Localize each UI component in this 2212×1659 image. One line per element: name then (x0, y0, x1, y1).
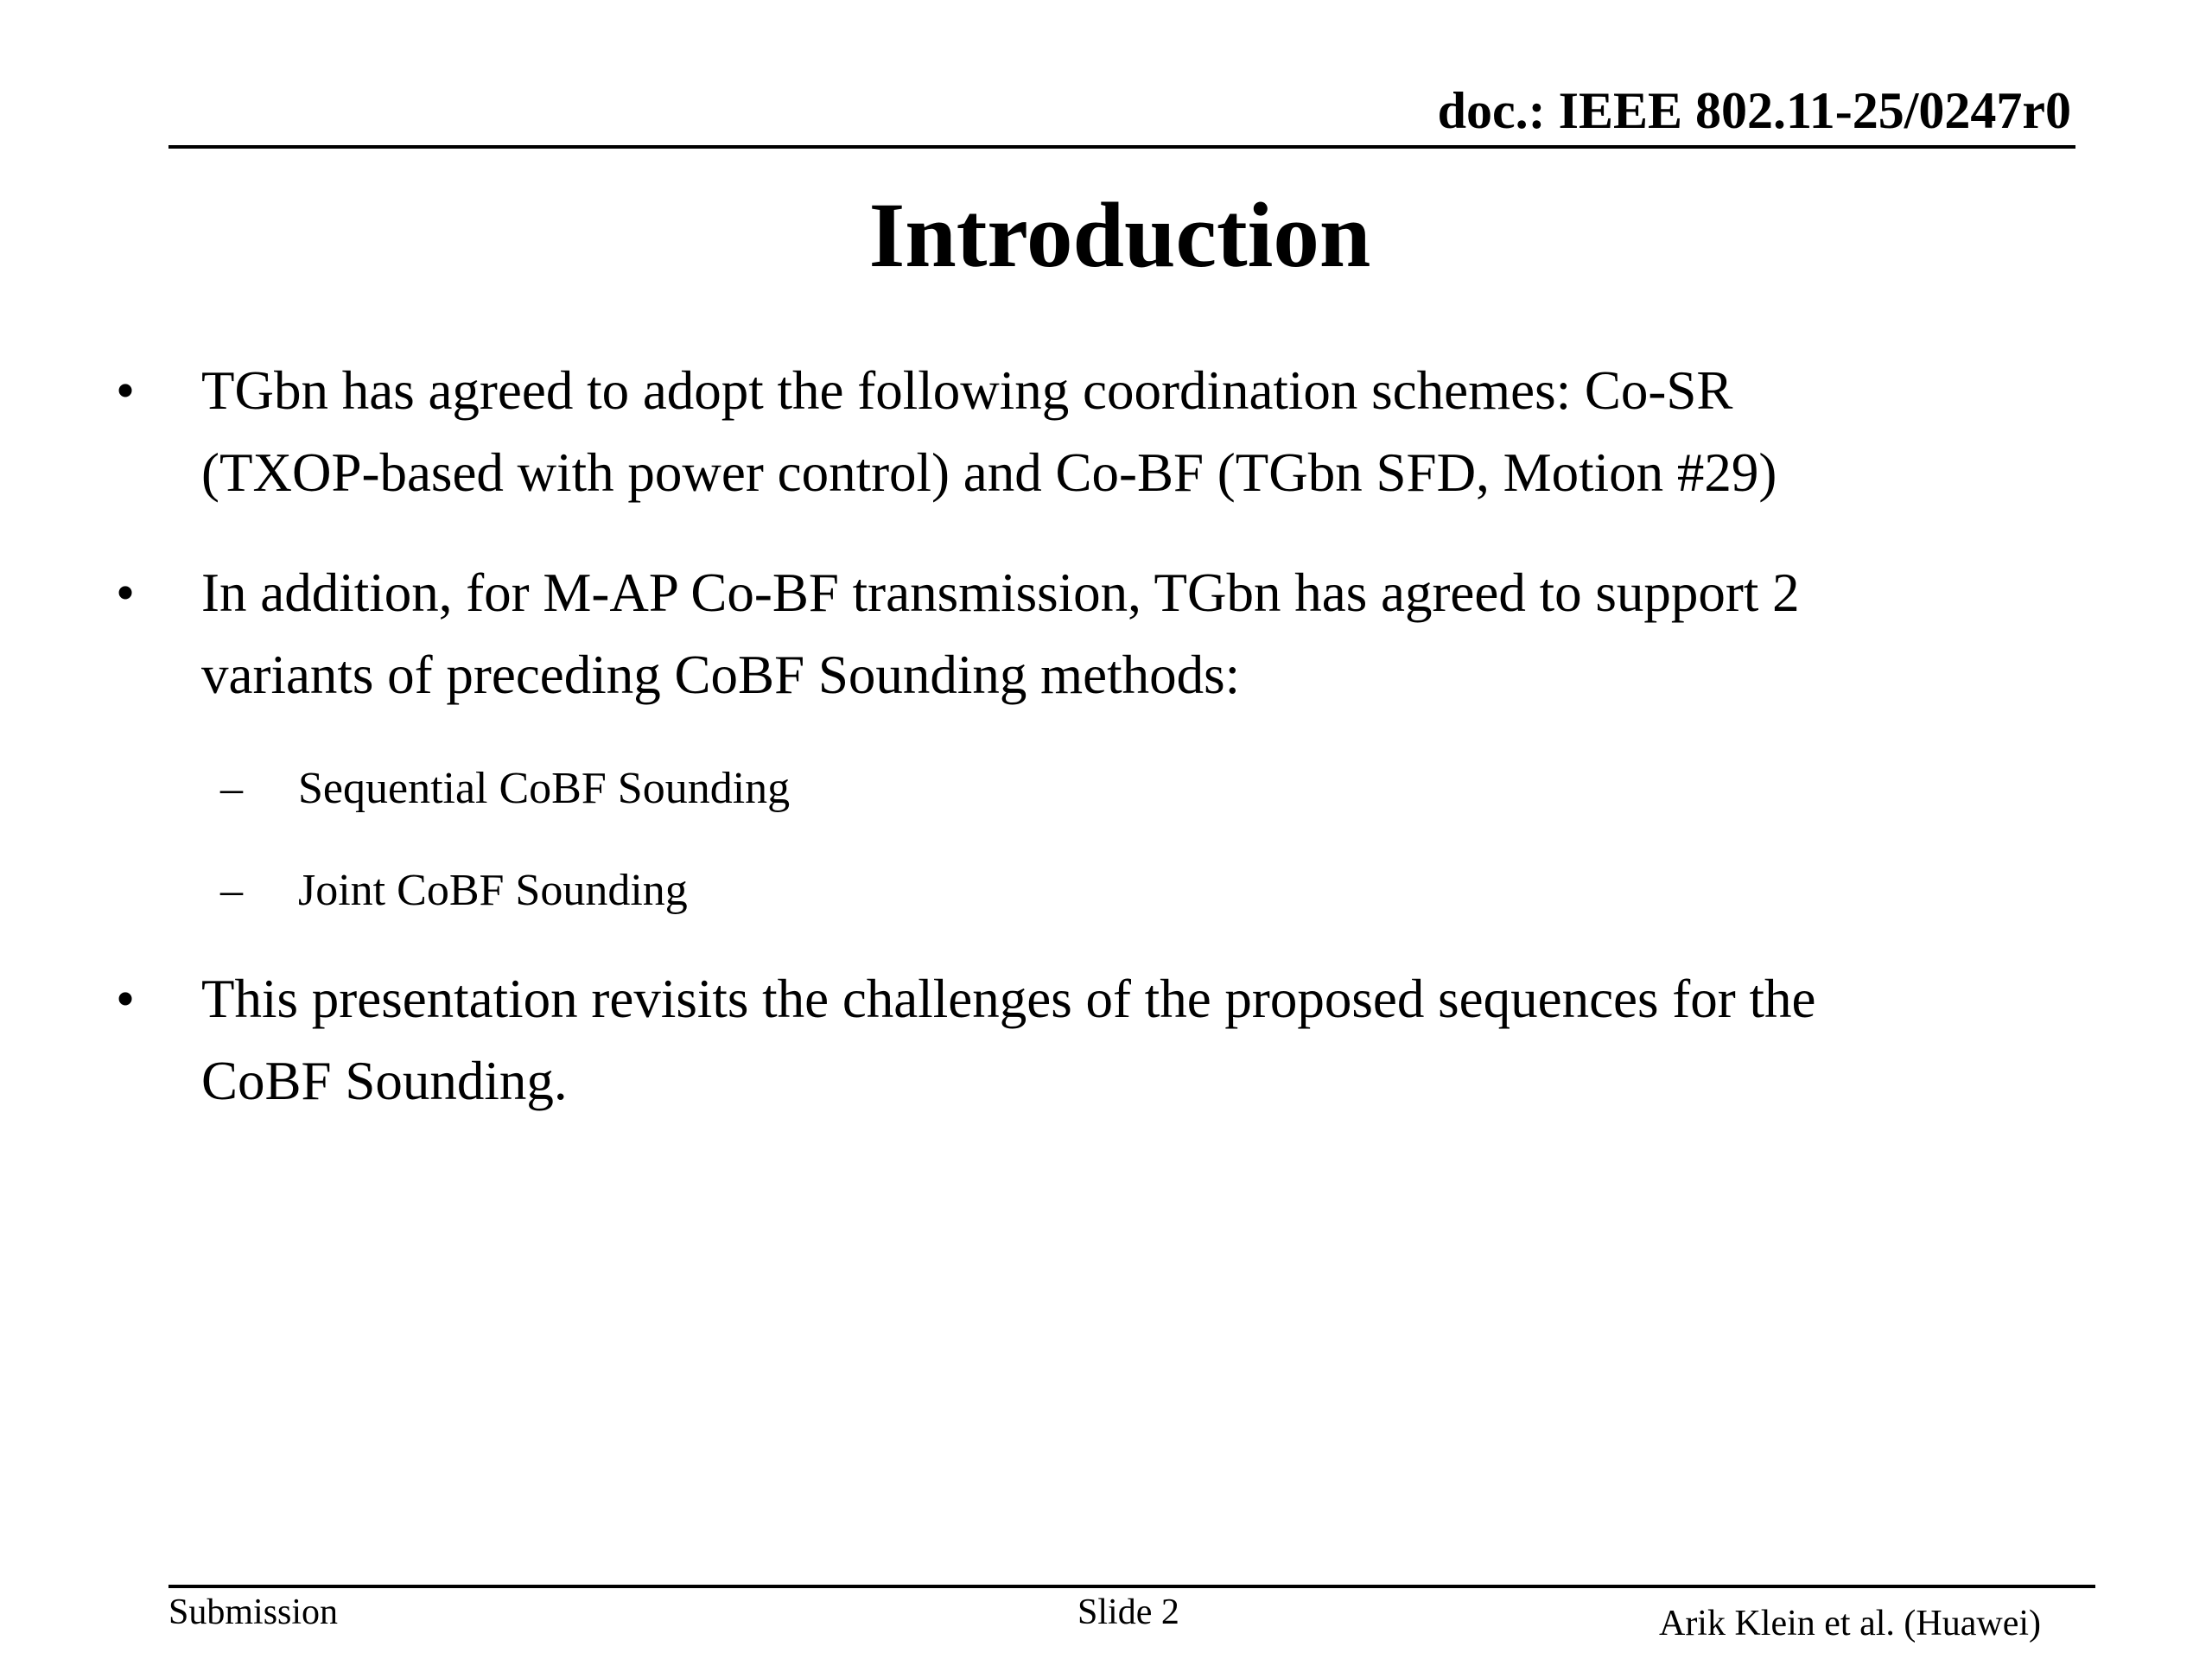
dash-marker: – (220, 764, 243, 813)
footer-submission: Submission (168, 1592, 339, 1632)
bullet-marker: • (115, 969, 136, 1029)
bullet-item (108, 958, 2095, 1122)
bullet-line: CoBF Sounding. (201, 1051, 568, 1111)
sub-bullet-item (108, 856, 2095, 925)
bullet-line: This presentation revisits the challenges of the proposed sequences for the (201, 969, 1816, 1029)
bullet-marker: • (115, 563, 136, 623)
slide-title: Introduction (868, 185, 1371, 287)
sub-bullet-item (108, 754, 2095, 823)
bullet-line: TGbn has agreed to adopt the following coordination schemes: Co-SR (201, 360, 1733, 421)
header-divider (168, 145, 2075, 149)
bullet-line: variants of preceding CoBF Sounding methods: (201, 645, 1241, 705)
bullet-marker: • (115, 360, 136, 421)
footer-author: Arik Klein et al. (Huawei) (1658, 1604, 2041, 1643)
bullet-line: (TXOP-based with power control) and Co-BF (TGbn SFD, Motion #29) (201, 442, 1777, 503)
slide-body (108, 350, 2095, 1160)
document-id: doc.: IEEE 802.11-25/0247r0 (1437, 82, 2071, 139)
bullet-line: In addition, for M-AP Co-BF transmission, TGbn has agreed to support 2 (201, 563, 1800, 623)
sub-bullet-text: Sequential CoBF Sounding (298, 764, 791, 813)
footer-slide-number: Slide 2 (1077, 1592, 1179, 1632)
bullet-item (108, 552, 2095, 716)
bullet-item (108, 350, 2095, 514)
footer-divider (168, 1585, 2095, 1588)
dash-marker: – (220, 866, 243, 915)
sub-bullet-text: Joint CoBF Sounding (298, 866, 688, 915)
